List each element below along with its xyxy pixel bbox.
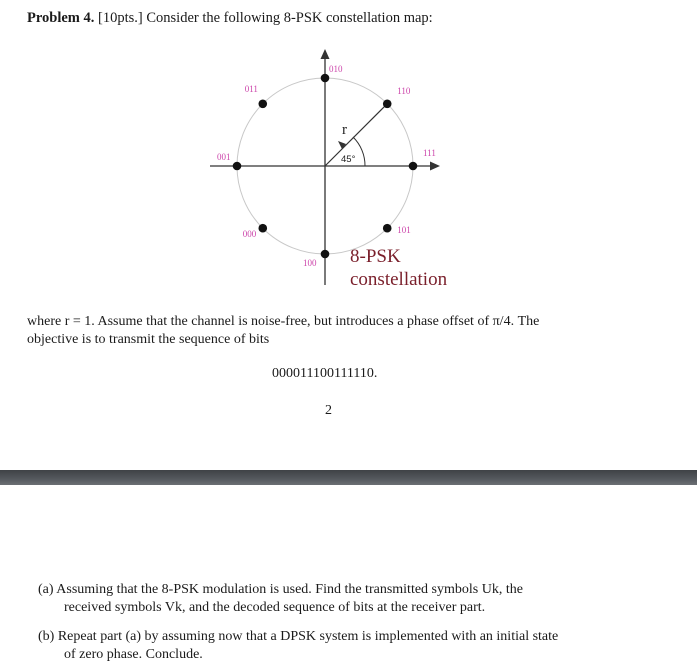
caption-line1: 8-PSK bbox=[350, 246, 401, 267]
radius-vector bbox=[325, 104, 387, 166]
point-label: 010 bbox=[329, 64, 343, 74]
problem-heading bbox=[27, 10, 433, 27]
constellation-diagram bbox=[205, 45, 465, 295]
constellation-point bbox=[233, 162, 242, 171]
radius-arrowhead bbox=[338, 141, 346, 149]
question-b bbox=[38, 628, 558, 664]
constellation-point bbox=[321, 74, 330, 83]
point-label: 001 bbox=[217, 152, 231, 162]
description-line-2: objective is to transmit the sequence of bits bbox=[27, 332, 270, 347]
constellation-point bbox=[258, 224, 267, 233]
problem-label: Problem 4. bbox=[27, 10, 95, 26]
point-label: 110 bbox=[397, 85, 411, 96]
constellation-point bbox=[258, 99, 267, 108]
question-b-line1: Repeat part (a) by assuming now that a DPSK system is implemented with an initial state bbox=[57, 629, 559, 644]
question-a-line2: received symbols Vk, and the decoded sequence of bits at the receiver part. bbox=[64, 600, 486, 615]
radius-label: r bbox=[342, 122, 347, 138]
constellation-point bbox=[409, 162, 418, 171]
angle-label: 45° bbox=[341, 154, 356, 165]
x-axis-arrow bbox=[430, 162, 440, 171]
point-label: 000 bbox=[242, 229, 257, 240]
point-label: 100 bbox=[303, 258, 317, 268]
constellation-point bbox=[383, 224, 392, 233]
y-axis-arrow bbox=[321, 49, 330, 59]
point-label: 101 bbox=[397, 225, 411, 236]
question-b-label: (b) bbox=[38, 629, 55, 644]
page-number: 2 bbox=[325, 403, 332, 418]
bit-sequence: 000011100111110. bbox=[272, 366, 378, 381]
question-b-line2: of zero phase. Conclude. bbox=[64, 647, 203, 662]
constellation-point bbox=[383, 99, 392, 108]
constellation-point bbox=[321, 250, 330, 259]
problem-intro: Consider the following 8-PSK constellation map: bbox=[146, 10, 433, 26]
description-line-1: where r = 1. Assume that the channel is noise-free, but introduces a phase offset of π/4. The bbox=[27, 314, 540, 329]
question-a-label: (a) bbox=[38, 582, 54, 597]
problem-points: [10pts.] bbox=[98, 10, 143, 26]
point-label: 111 bbox=[423, 148, 436, 158]
question-a bbox=[38, 581, 523, 617]
point-label: 011 bbox=[244, 83, 258, 94]
question-a-line1: Assuming that the 8-PSK modulation is used. Find the transmitted symbols Uk, the bbox=[56, 582, 523, 597]
caption-line2: constellation bbox=[350, 269, 448, 290]
page-divider bbox=[0, 470, 697, 485]
